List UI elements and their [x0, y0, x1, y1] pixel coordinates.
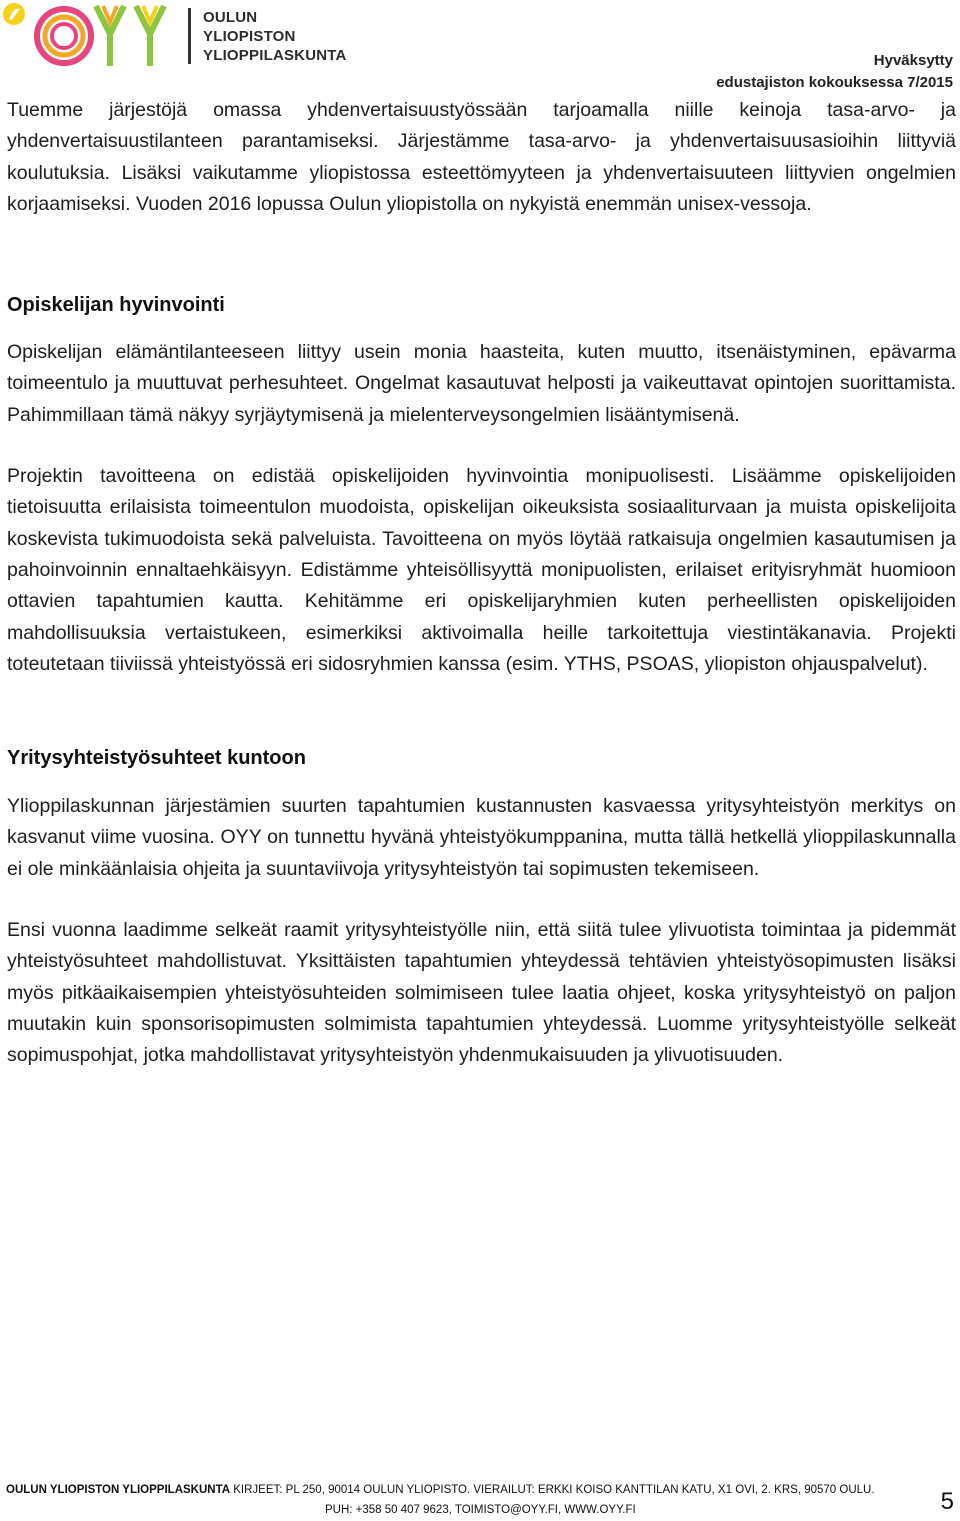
- section-title-business: Yritysyhteistyösuhteet kuntoon: [7, 747, 306, 770]
- business-paragraph-2: Ensi vuonna laadimme selkeät raamit yritysyhteistyölle niin, että siitä tulee ylivuotista toimintaa ja pidemmät yhteistyösuhteet mahdollistuvat. Yksittäisten tapahtumien yhteydessä tehtävien yhteistyösopimusten lisäksi myös pitkäaikaisempien yhteistyösuhteiden solmimiseen tulee laatia ohjeet, koska yritysyhteistyö on paljon muutakin kuin sponsorisopimusten solmimista tapahtumien yhteydessä. Luomme yritysyhteistyölle selkeät sopimuspohjat, jotka mahdollistavat yritysyhteistyön yhdenmukaisuuden ja ylivuotisuuden.: [7, 919, 956, 1067]
- page-number: 5: [940, 1488, 954, 1515]
- approval-meeting: edustajiston kokouksessa 7/2015: [716, 74, 953, 91]
- footer-address-line: [6, 1484, 875, 1496]
- org-name-line2: YLIOPISTON: [203, 28, 296, 45]
- page-footer: [0, 1480, 960, 1521]
- document-body: [7, 95, 956, 1072]
- section-title-wellbeing: Opiskelijan hyvinvointi: [7, 294, 225, 317]
- oyy-logo: [0, 0, 180, 72]
- footer-org: OULUN YLIOPISTON YLIOPPILASKUNTA: [6, 1484, 231, 1496]
- org-name-line3: YLIOPPILASKUNTA: [203, 47, 347, 64]
- wellbeing-paragraph-2: Projektin tavoitteena on edistää opiskelijoiden hyvinvointia monipuolisesti. Lisäämme opiskelijoiden tietoisuutta erilaisista toimeentulon muodoista, opiskelijan oikeuksista sosiaaliturvaan ja muista opiskelijoita koskevista tukimuodoista sekä palveluista. Tavoitteena on myös löytää ratkaisuja ongelmien kasautumisen ja pahoinvoinnin ennaltaehkäisyyn. Edistämme yhteisöllisyyttä monipuolisten, erilaiset erityisryhmät huomioon ottavien tapahtumien kautta. Kehitämme eri opiskelijaryhmien kuten perheellisten opiskelijoiden mahdollisuuksia vertaistukeen, esimerkiksi aktivoimalla heille tarkoitettuja viestintäkanavia. Projekti toteutetaan tiiviissä yhteistyössä eri sidosryhmien kanssa (esim. YTHS, PSOAS, yliopiston ohjauspalvelut).: [7, 465, 956, 675]
- organization-name: [203, 8, 347, 65]
- footer-contact: PUH: +358 50 407 9623, TOIMISTO@OYY.FI, WWW.OYY.FI: [325, 1504, 636, 1516]
- header-divider: [188, 8, 191, 64]
- business-paragraph-1: Ylioppilaskunnan järjestämien suurten tapahtumien kustannusten kasvaessa yritysyhteistyön merkitys on kasvanut viime vuosina. OYY on tunnettu hyvänä yhteistyökumppanina, mutta tällä hetkellä ylioppilaskunnalla ei ole minkäänlaisia ohjeita ja suuntaviivoja yritysyhteistyön tai sopimusten tekemiseen.: [7, 795, 956, 880]
- intro-paragraph: Tuemme järjestöjä omassa yhdenvertaisuustyössään tarjoamalla niille keinoja tasa-arvo- ja yhdenvertaisuustilanteen parantamiseksi. Järjestämme tasa-arvo- ja yhdenvertaisuusasioihin liittyviä koulutuksia. Lisäksi vaikutamme yliopistossa esteettömyyteen ja yhdenvertaisuuteen liittyvien ongelmien korjaamiseksi. Vuoden 2016 lopussa Oulun yliopistolla on nykyistä enemmän unisex-vessoja.: [7, 99, 956, 215]
- approval-note: [716, 50, 953, 94]
- page-header: [0, 0, 960, 90]
- org-name-line1: OULUN: [203, 9, 258, 26]
- wellbeing-paragraph-1: Opiskelijan elämäntilanteeseen liittyy usein monia haasteita, kuten muutto, itsenäistyminen, epävarma toimeentulo ja muuttuvat perhesuhteet. Ongelmat kasautuvat helposti ja vaikeuttavat opintojen suorittamista. Pahimmillaan tämä näkyy syrjäytymisenä ja mielenterveysongelmien lisääntymisenä.: [7, 341, 956, 426]
- footer-address: KIRJEET: PL 250, 90014 OULUN YLIOPISTO. VIERAILUT: ERKKI KOISO KANTTILAN KATU, X1 OVI, 2. KRS, 90570 OULU.: [233, 1484, 875, 1496]
- approval-status: Hyväksytty: [873, 52, 953, 69]
